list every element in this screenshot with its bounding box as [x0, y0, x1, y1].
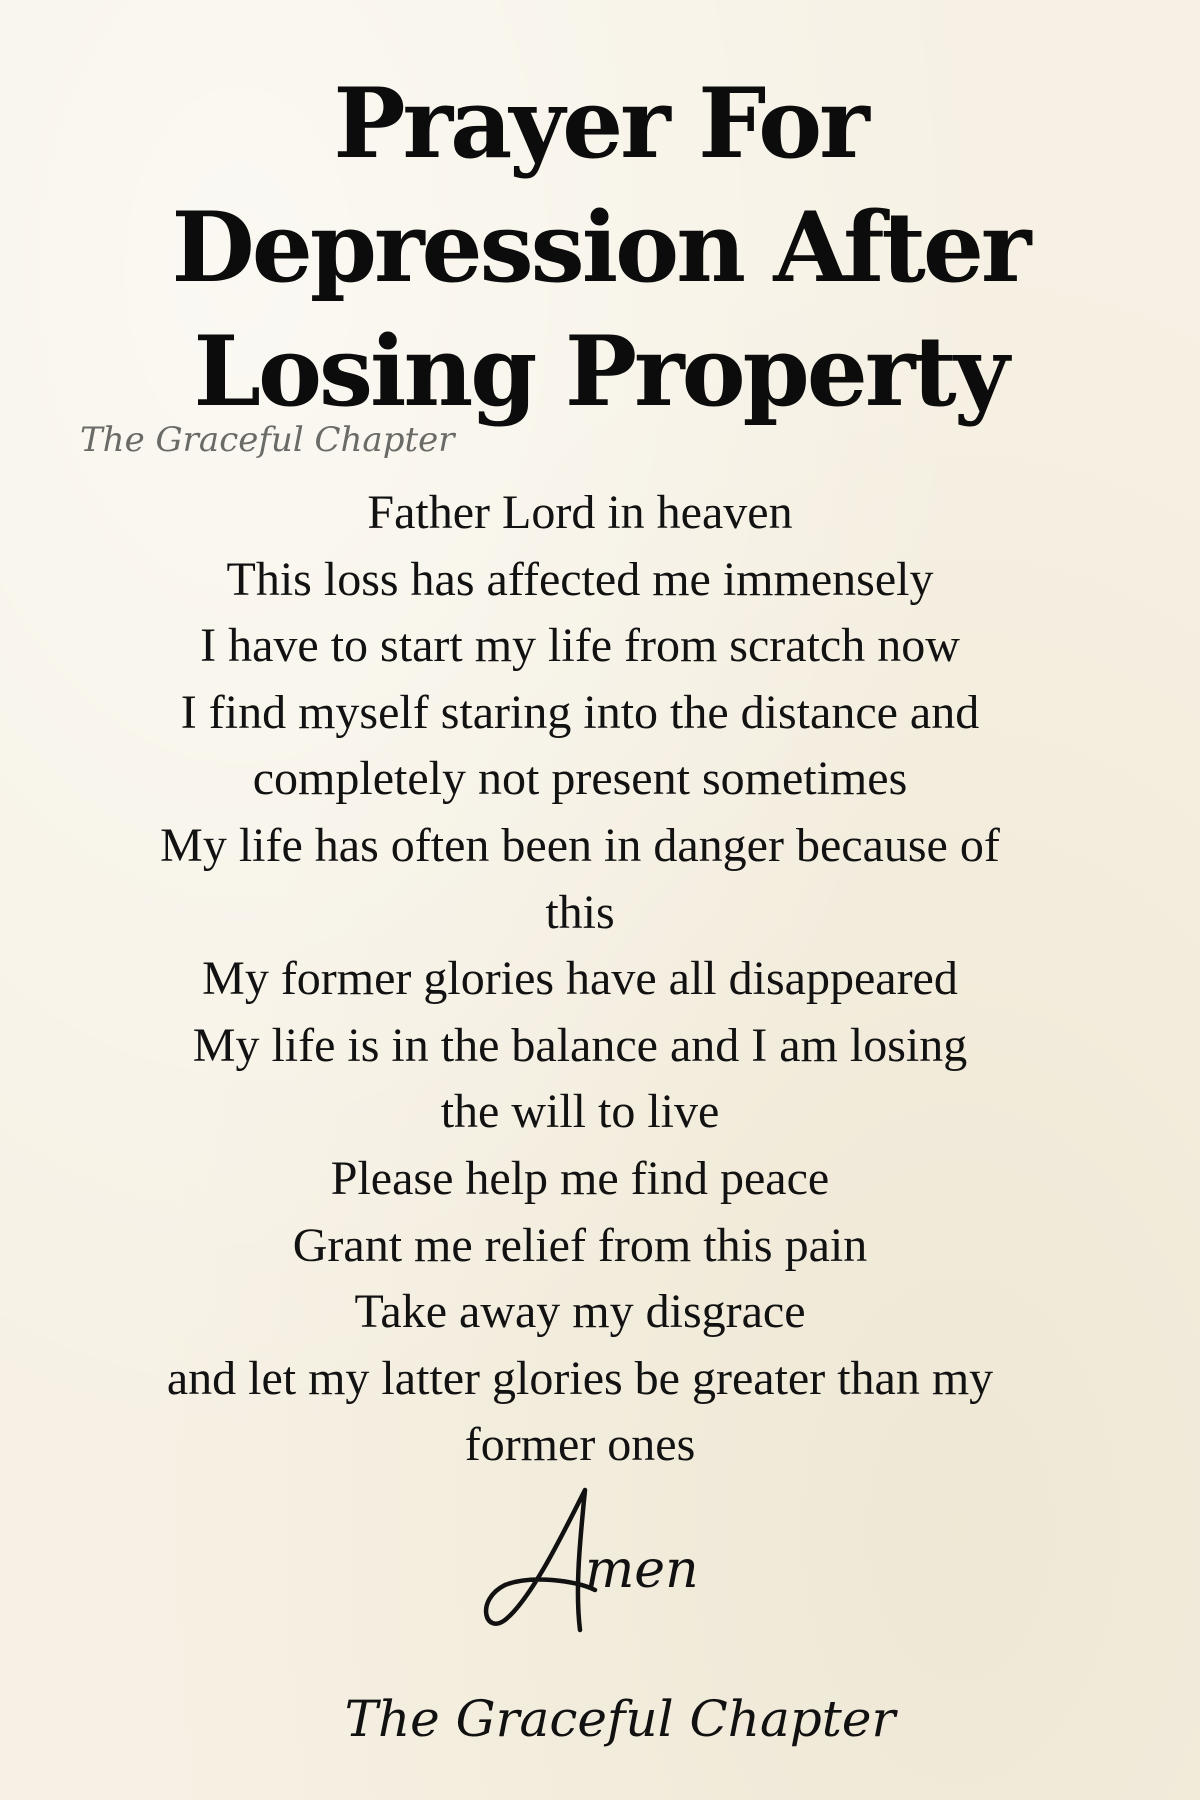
- prayer-line: My life has often been in danger because of: [160, 818, 1000, 872]
- amen-closing: [0, 1480, 1200, 1640]
- signature: The Graceful Chapter: [344, 1690, 896, 1748]
- prayer-line: My former glories have all disappeared: [202, 952, 958, 1006]
- prayer-line: I find myself staring into the distance and: [180, 685, 980, 739]
- watermark-text: The Graceful Chapter: [80, 420, 455, 460]
- prayer-line: completely not present sometimes: [252, 752, 908, 806]
- prayer-body: [60, 480, 1100, 1479]
- title-line-2: Depression After: [171, 191, 1029, 304]
- prayer-line: and let my latter glories be greater than my: [166, 1351, 994, 1405]
- prayer-line: former ones: [464, 1418, 696, 1472]
- prayer-line: This loss has affected me immensely: [226, 552, 934, 606]
- prayer-line: this: [545, 885, 615, 939]
- prayer-line: Grant me relief from this pain: [292, 1218, 868, 1272]
- title-line-1: Prayer For: [333, 67, 867, 180]
- amen-text: men: [585, 1540, 699, 1600]
- amen-flourish-a: [480, 1480, 600, 1640]
- prayer-line: I have to start my life from scratch now: [200, 619, 960, 673]
- prayer-line: Take away my disgrace: [354, 1285, 806, 1339]
- title-line-3: Losing Property: [193, 315, 1007, 428]
- prayer-line: My life is in the balance and I am losing: [192, 1018, 968, 1072]
- prayer-line: Please help me find peace: [330, 1151, 830, 1205]
- prayer-line: the will to live: [440, 1085, 720, 1139]
- prayer-line: Father Lord in heaven: [367, 486, 793, 539]
- page-title: [0, 62, 1200, 434]
